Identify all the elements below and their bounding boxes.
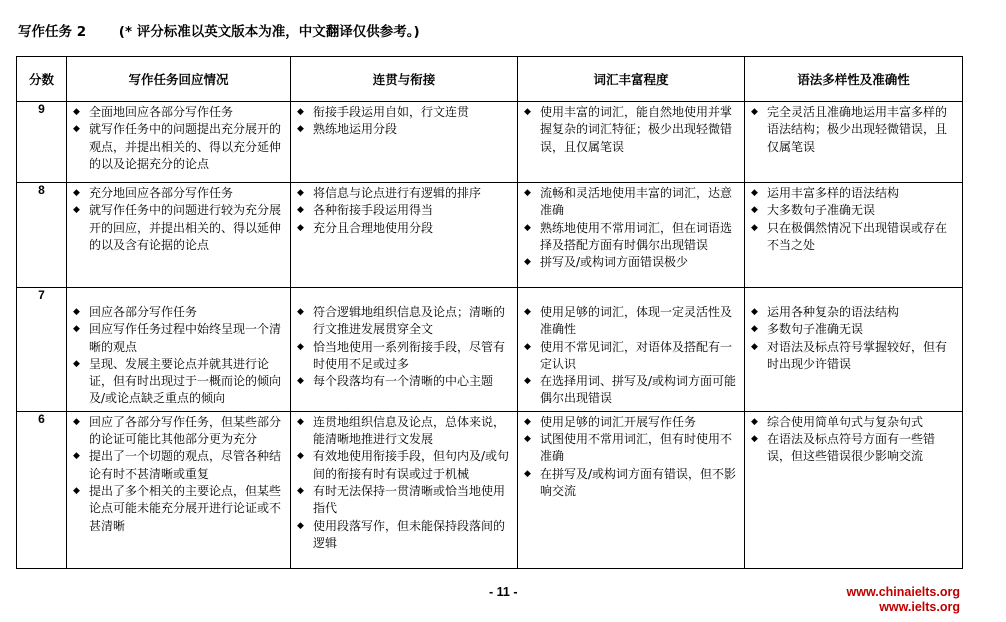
descriptor: ◆ 使用不常见词汇，对语体及搭配有一定认识: [524, 339, 738, 374]
task-response-cell: [67, 288, 291, 412]
descriptor: ◆ 使用足够的词汇，体现一定灵活性及准确性: [524, 304, 738, 339]
footer-link-chinaielts[interactable]: www.chinaielts.org: [846, 585, 960, 599]
band-score: 9: [17, 102, 67, 183]
descriptor: ◆ 完全灵活且准确地运用丰富多样的语法结构；极少出现轻微错误，且仅属笔误: [751, 104, 956, 156]
band-descriptors-table: [16, 56, 963, 569]
descriptor: ◆ 充分且合理地使用分段: [297, 220, 511, 237]
table-row: [17, 102, 963, 183]
col-header-grammar: 语法多样性及准确性: [745, 57, 963, 102]
translation-note: (* 评分标准以英文版本为准，中文翻译仅供参考。): [118, 24, 420, 40]
descriptor: ◆ 衔接手段运用自如，行文连贯: [297, 104, 511, 121]
descriptor: ◆ 就写作任务中的问题提出充分展开的观点，并提出相关的、得以充分延伸的以及论据充分的论点: [73, 121, 284, 173]
descriptor: ◆ 使用段落写作，但未能保持段落间的逻辑: [297, 518, 511, 553]
col-header-coherence: 连贯与衔接: [291, 57, 518, 102]
descriptor: ◆ 有效地使用衔接手段，但句内及/或句间的衔接有时有误或过于机械: [297, 448, 511, 483]
descriptor: ◆ 充分地回应各部分写作任务: [73, 185, 284, 202]
coherence-cell: [291, 183, 518, 288]
col-header-task-response: 写作任务回应情况: [67, 57, 291, 102]
task-response-cell: [67, 102, 291, 183]
descriptor: ◆ 对语法及标点符号掌握较好，但有时出现少许错误: [751, 339, 956, 374]
descriptor: ◆ 综合使用简单句式与复杂句式: [751, 414, 956, 431]
descriptor: ◆ 在语法及标点符号方面有一些错误，但这些错误很少影响交流: [751, 431, 956, 466]
descriptor: ◆ 只在极偶然情况下出现错误或存在不当之处: [751, 220, 956, 255]
band-score: 7: [17, 288, 67, 412]
grammar-cell: [745, 411, 963, 568]
descriptor: ◆ 各种衔接手段运用得当: [297, 202, 511, 219]
grammar-cell: [745, 288, 963, 412]
descriptor: ◆ 每个段落均有一个清晰的中心主题: [297, 373, 511, 390]
descriptor: ◆ 在选择用词、拼写及/或构词方面可能偶尔出现错误: [524, 373, 738, 408]
descriptor: ◆ 全面地回应各部分写作任务: [73, 104, 284, 121]
coherence-cell: [291, 288, 518, 412]
descriptor: ◆ 回应各部分写作任务: [73, 304, 284, 321]
footer-link-ielts[interactable]: www.ielts.org: [879, 600, 960, 614]
descriptor: ◆ 将信息与论点进行有逻辑的排序: [297, 185, 511, 202]
descriptor: ◆ 提出了多个相关的主要论点，但某些论点可能未能充分展开进行论证或不甚清晰: [73, 483, 284, 535]
descriptor: ◆ 回应写作任务过程中始终呈现一个清晰的观点: [73, 321, 284, 356]
table-header-row: [17, 57, 963, 102]
footer-links: [847, 585, 960, 615]
descriptor: ◆ 使用足够的词汇开展写作任务: [524, 414, 738, 431]
lexical-cell: [518, 102, 745, 183]
grammar-cell: [745, 183, 963, 288]
col-header-band: 分数: [17, 57, 67, 102]
page-header: [18, 20, 420, 40]
col-header-lexical: 词汇丰富程度: [518, 57, 745, 102]
descriptor: ◆ 使用丰富的词汇，能自然地使用并掌握复杂的词汇特征；极少出现轻微错误，且仅属笔误: [524, 104, 738, 156]
descriptor: ◆ 提出了一个切题的观点，尽管各种结论有时不甚清晰或重复: [73, 448, 284, 483]
table-row: [17, 411, 963, 568]
descriptor: ◆ 熟练地运用分段: [297, 121, 511, 138]
table-row: [17, 183, 963, 288]
band-score: 6: [17, 411, 67, 568]
descriptor: ◆ 连贯地组织信息及论点，总体来说，能清晰地推进行文发展: [297, 414, 511, 449]
band-score: 8: [17, 183, 67, 288]
descriptor: ◆ 流畅和灵活地使用丰富的词汇，达意准确: [524, 185, 738, 220]
task-response-cell: [67, 411, 291, 568]
descriptor: ◆ 符合逻辑地组织信息及论点；清晰的行文推进发展贯穿全文: [297, 304, 511, 339]
lexical-cell: [518, 411, 745, 568]
table-row: [17, 288, 963, 412]
descriptor: ◆ 多数句子准确无误: [751, 321, 956, 338]
descriptor: ◆ 回应了各部分写作任务，但某些部分的论证可能比其他部分更为充分: [73, 414, 284, 449]
descriptor: ◆ 呈现、发展主要论点并就其进行论证，但有时出现过于一概而论的倾向及/或论点缺乏重点的倾向: [73, 356, 284, 408]
grammar-cell: [745, 102, 963, 183]
coherence-cell: [291, 102, 518, 183]
descriptor: ◆ 就写作任务中的问题进行较为充分展开的回应，并提出相关的、得以延伸的以及含有论据的论点: [73, 202, 284, 254]
descriptor: ◆ 大多数句子准确无误: [751, 202, 956, 219]
lexical-cell: [518, 183, 745, 288]
page-number: - 11 -: [489, 585, 518, 599]
section-title: 写作任务 2: [18, 24, 87, 40]
descriptor: ◆ 拼写及/或构词方面错误极少: [524, 254, 738, 271]
descriptor: ◆ 熟练地使用不常用词汇，但在词语选择及搭配方面有时偶尔出现错误: [524, 220, 738, 255]
descriptor: ◆ 恰当地使用一系列衔接手段，尽管有时使用不足或过多: [297, 339, 511, 374]
descriptor: ◆ 试图使用不常用词汇，但有时使用不准确: [524, 431, 738, 466]
lexical-cell: [518, 288, 745, 412]
descriptor: ◆ 有时无法保持一贯清晰或恰当地使用指代: [297, 483, 511, 518]
descriptor: ◆ 在拼写及/或构词方面有错误，但不影响交流: [524, 466, 738, 501]
descriptor: ◆ 运用丰富多样的语法结构: [751, 185, 956, 202]
task-response-cell: [67, 183, 291, 288]
coherence-cell: [291, 411, 518, 568]
descriptor: ◆ 运用各种复杂的语法结构: [751, 304, 956, 321]
